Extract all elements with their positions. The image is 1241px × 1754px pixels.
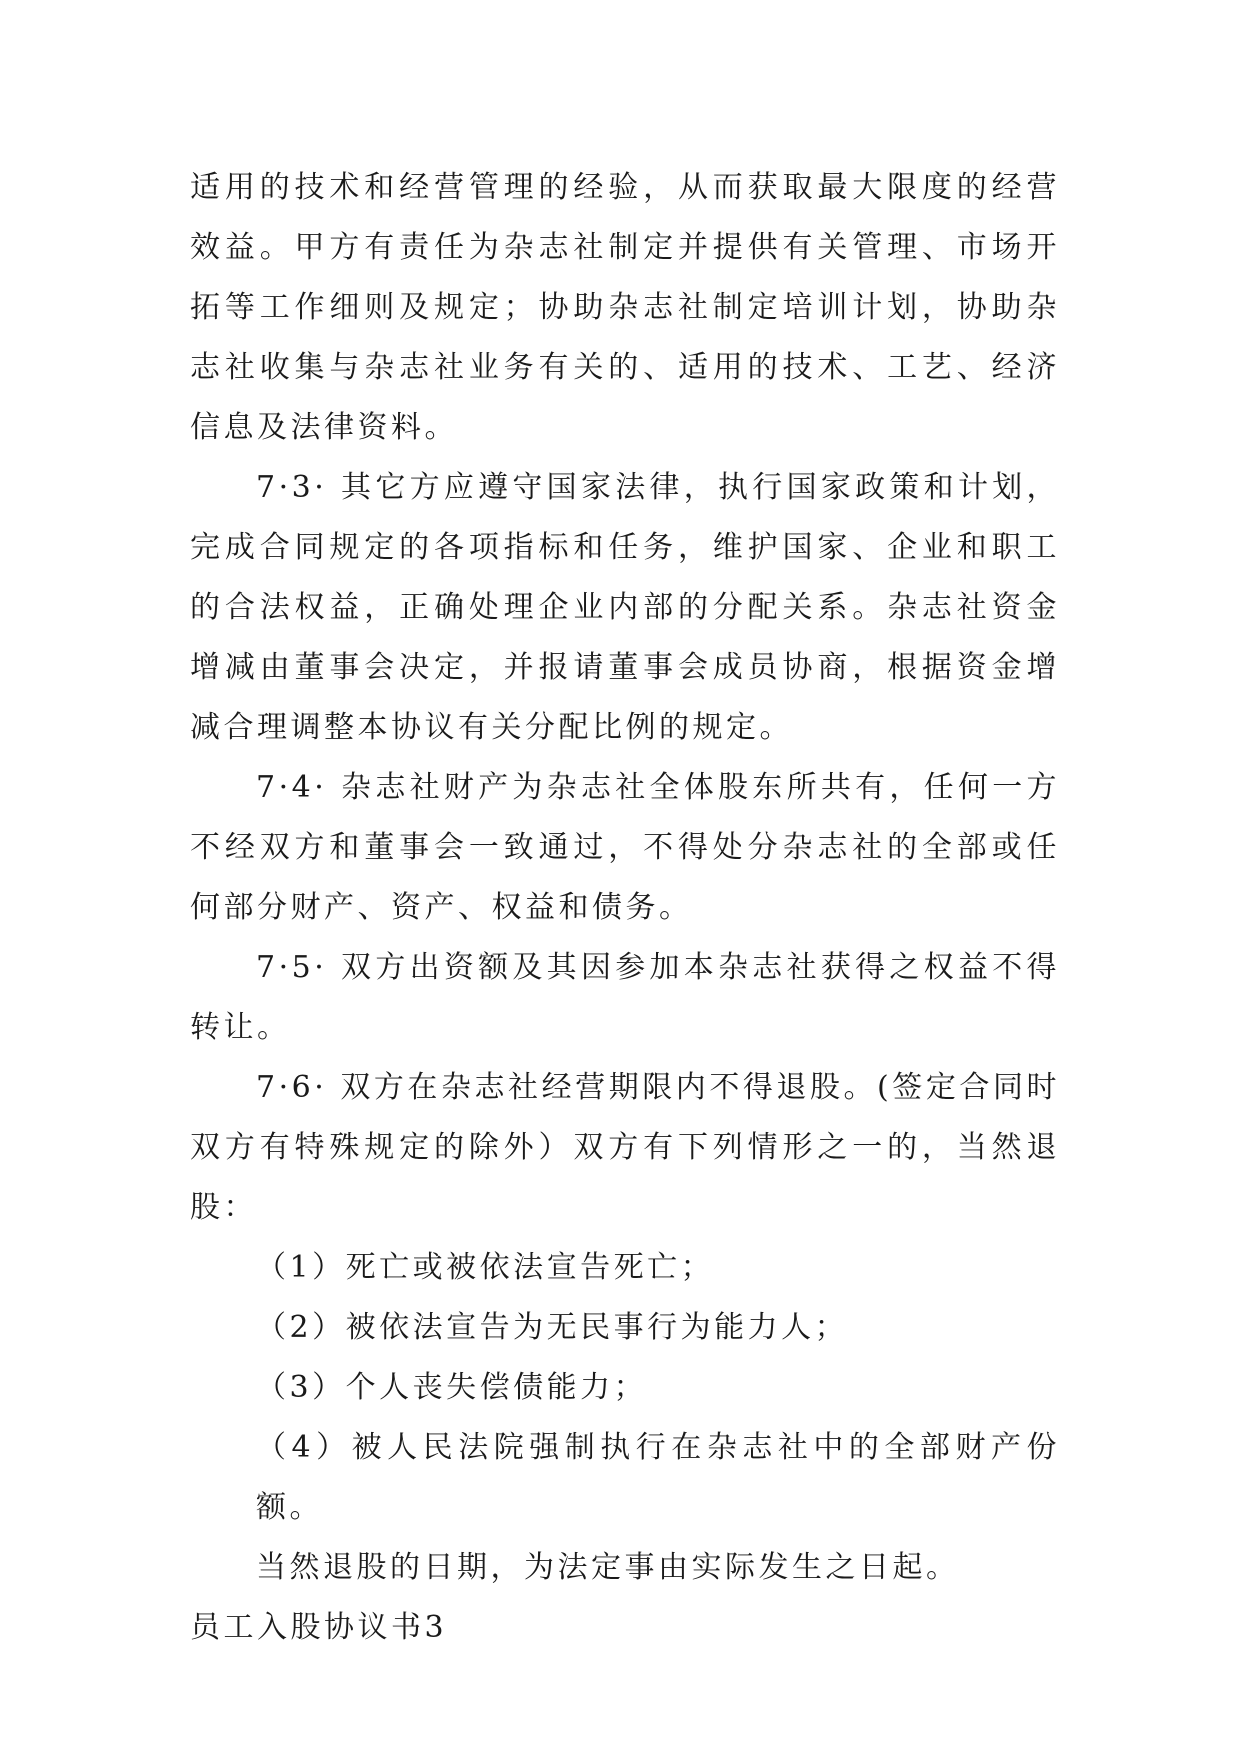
list-item-1: （1）死亡或被依法宣告死亡；	[256, 1250, 715, 1285]
list-item-2: （2）被依法宣告为无民事行为能力人；	[256, 1310, 849, 1345]
paragraph-7-4: 7·4· 杂志社财产为杂志社全体股东所共有，任何一方不经双方和董事会一致通过，不得处分杂志社的全部或任何部分财产、资产、权益和债务。	[190, 770, 1060, 925]
paragraph-withdrawal-date: 当然退股的日期，为法定事由实际发生之日起。	[256, 1550, 960, 1585]
paragraph-7-3: 7·3· 其它方应遵守国家法律，执行国家政策和计划，完成合同规定的各项指标和任务，维护国家、企业和职工的合法权益，正确处理企业内部的分配关系。杂志社资金增减由董事会决定，并报请董事会成员协商，根据资金增减合理调整本协议有关分配比例的规定。	[190, 470, 1060, 745]
document-body	[190, 158, 1060, 1658]
paragraph-7-6: 7·6· 双方在杂志社经营期限内不得退股。(签定合同时双方有特殊规定的除外）双方有下列情形之一的，当然退股：	[190, 1070, 1060, 1225]
section-heading: 员工入股协议书3	[190, 1610, 448, 1645]
paragraph-7-5: 7·5· 双方出资额及其因参加本杂志社获得之权益不得转让。	[190, 950, 1060, 1045]
paragraph-7-2-continued: 适用的技术和经营管理的经验，从而获取最大限度的经营效益。甲方有责任为杂志社制定并提供有关管理、市场开拓等工作细则及规定；协助杂志社制定培训计划，协助杂志社收集与杂志社业务有关的、适用的技术、工艺、经济信息及法律资料。	[190, 170, 1060, 445]
list-item-4: （4）被人民法院强制执行在杂志社中的全部财产份额。	[256, 1430, 1060, 1525]
list-item-3: （3）个人丧失偿债能力；	[256, 1370, 648, 1405]
